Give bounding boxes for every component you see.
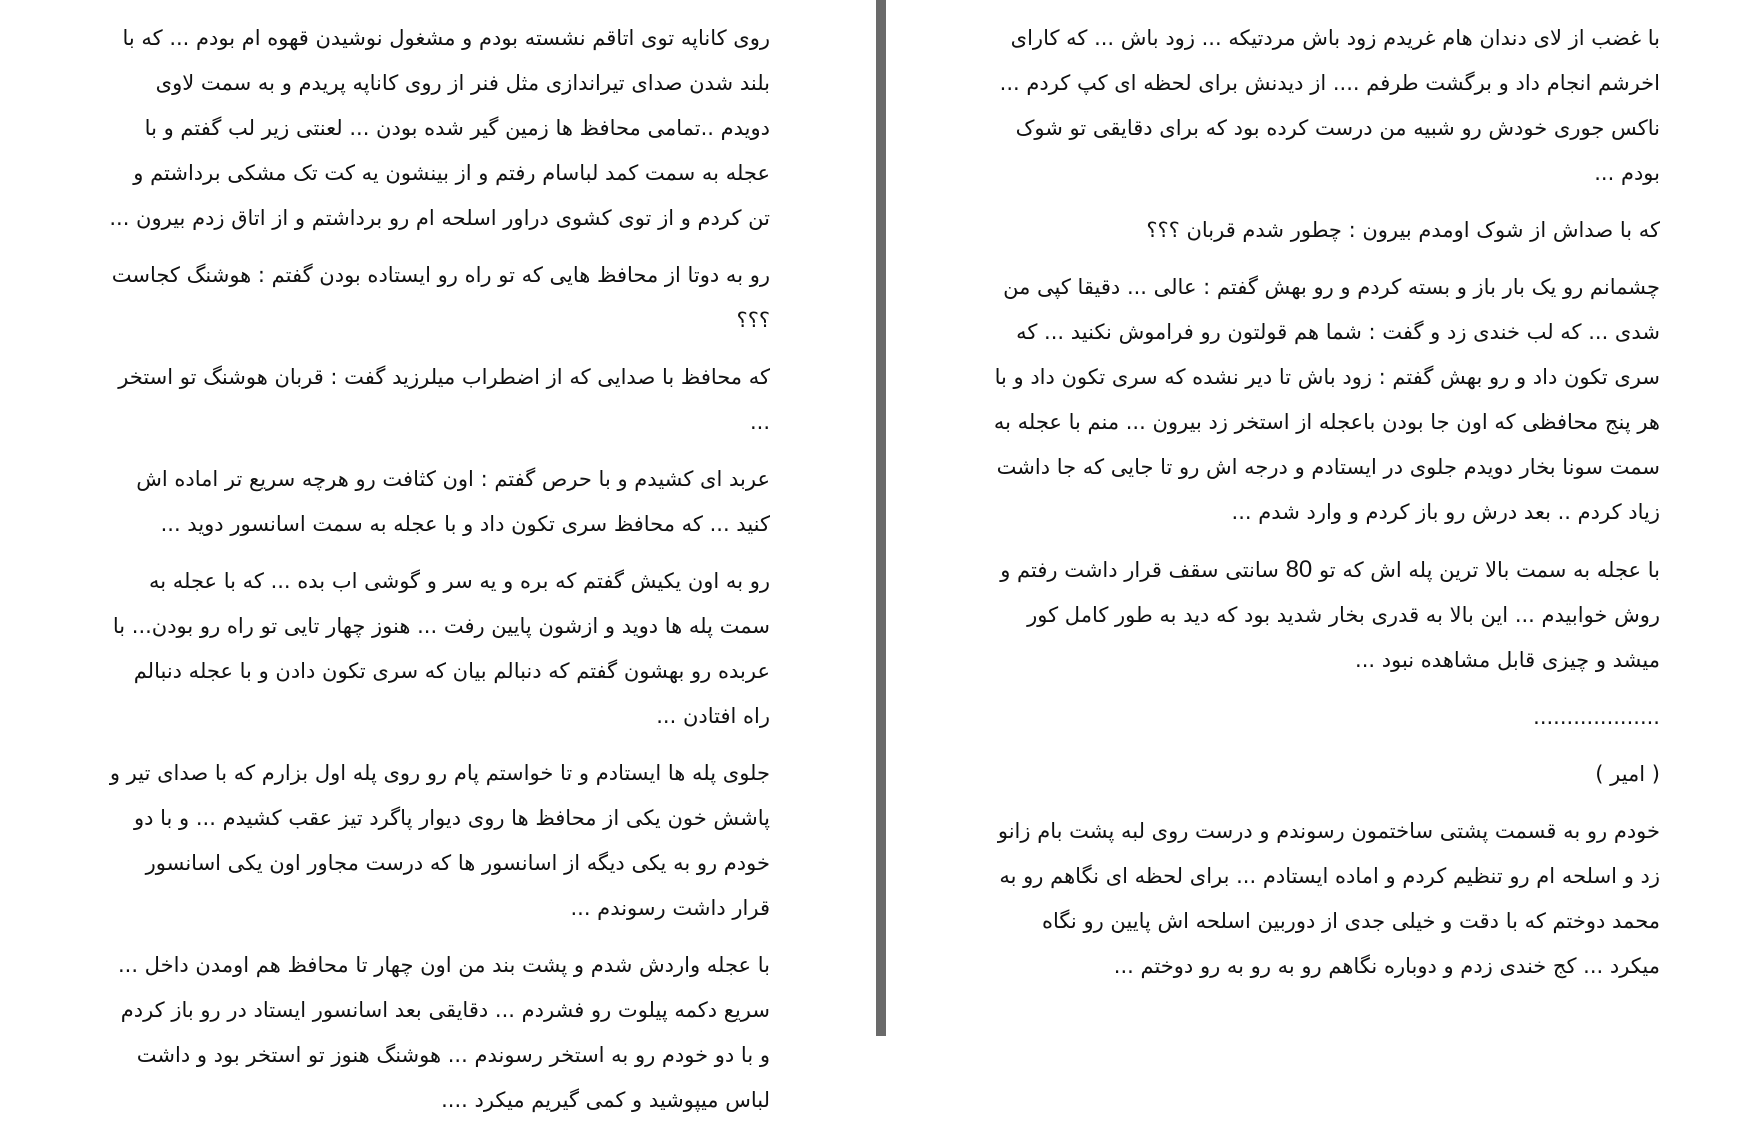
left-paragraph-4: عربد ای کشیدم و با حرص گفتم : اون کثافت رو هرچه سریع تر اماده اش کنید ... که محافظ سری تکون داد و با عجله به سمت اسانسور دوید ... — [136, 467, 770, 536]
right-paragraph-3: چشمانم رو یک بار باز و بسته کردم و رو بهش گفتم : عالی ... دقیقا کپی من شدی ... که لب خندی زد و گفت : شما هم قولتون رو فراموش نکنید ... که سری تکون داد و رو بهش گفتم : زود باش تا دیر نشده که سری تکون داد و با هر پنج محافظی که اون جا بودن باعجله از استخر زد بیرون ... منم با عجله به سمت سونا بخار دویدم جلوی در ایستادم و درجه اش رو تا جایی که جا داشت زیاد کردم .. بعد درش رو باز کردم و وارد شدم ... — [993, 275, 1660, 524]
page-gutter — [876, 0, 886, 1036]
left-paragraph-7: با عجله واردش شدم و پشت بند من اون چهار تا محافظ هم اومدن داخل ... سریع دکمه پیلوت رو فشردم ... دقایقی بعد اسانسور ایستاد در رو باز کردم و با دو خودم رو به استخر رسوندم ... هوشنگ هنوز تو استخر بود و داشت لباس میپوشید و کمی گیریم میکرد .... — [117, 953, 770, 1112]
right-paragraph-1: با غضب از لای دندان هام غریدم زود باش مردتیکه ... زود باش ... که کارای اخرشم انجام داد و برگشت طرفم .... از دیدنش برای لحظه ای کپ کردم ... ناکس جوری خودش رو شبیه من درست کرده بود که برای دقایقی تو شوک بودم ... — [999, 26, 1660, 185]
left-paragraph-5: رو به اون یکیش گفتم که بره و یه سر و گوشی اب بده ... که با عجله به سمت پله ها دوید و ازشون پایین رفت ... هنوز چهار تایی تو راه رو بودن... با عربده رو بهشون گفتم که دنبالم بیان که سری تکون دادن و با عجله دنبالم راه افتادن ... — [112, 569, 770, 728]
right-paragraph-sauna — [990, 547, 1660, 683]
right-page-text — [990, 16, 1660, 1001]
section-label: ( امیر ) — [1595, 762, 1660, 786]
right-page — [886, 0, 1752, 1036]
left-paragraph-3: که محافظ با صدایی که از اضطراب میلرزید گفت : قربان هوشنگ تو استخر ... — [118, 365, 770, 434]
left-page-text — [105, 16, 770, 1135]
right-paragraph-after-1: خودم رو به قسمت پشتی ساختمون رسوندم و درست روی لبه پشت بام زانو زد و اسلحه ام رو تنظیم کردم و اماده ایستادم ... برای لحظه ای نگاهم رو به محمد دوختم که با دقت و خیلی جدی از دوربین اسلحه اش پایین رو نگاه میکرد ... کج خندی زدم و دوباره نگاهم رو به رو به رو دوختم ... — [997, 819, 1660, 978]
section-separator: ................... — [1533, 705, 1660, 729]
sauna-text-after: سانتی سقف قرار داشت رفتم و روش خوابیدم ... این بالا به قدری بخار شدید بود که دید به طور کامل کور میشد و چیزی قابل مشاهده نبود ... — [1000, 558, 1660, 672]
left-paragraph-2: رو به دوتا از محافظ هایی که تو راه رو ایستاده بودن گفتم : هوشنگ کجاست ؟؟؟ — [111, 263, 770, 332]
sauna-text-before: با عجله به سمت بالا ترین پله اش که تو — [1318, 558, 1660, 582]
left-paragraph-1: روی کاناپه توی اتاقم نشسته بودم و مشغول نوشیدن قهوه ام بودم ... که با بلند شدن صدای تیراندازی مثل فنر از روی کاناپه پریدم و به سمت لاوی دویدم ..تمامی محافظ ها زمین گیر شده بودن ... لعنتی زیر لب گفتم و با عجله به سمت کمد لباسام رفتم و از بینشون یه کت تک مشکی برداشتم و تن کردم و از توی کشوی دراور اسلحه ام رو برداشتم و از اتاق زدم بیرون ... — [109, 26, 770, 230]
sauna-number: 80 — [1285, 556, 1313, 583]
left-paragraph-6: جلوی پله ها ایستادم و تا خواستم پام رو روی پله اول بزارم که با صدای تیر و پاشش خون یکی از محافظ ها روی دیوار پاگرد تیز عقب کشیدم ... و با دو خودم رو به یکی دیگه از اسانسور ها که درست مجاور اون یکی اسانسور قرار داشت رسوندم ... — [109, 761, 770, 920]
left-page — [0, 0, 876, 1112]
right-paragraph-2: که با صداش از شوک اومدم بیرون : چطور شدم قربان ؟؟؟ — [1146, 218, 1660, 242]
